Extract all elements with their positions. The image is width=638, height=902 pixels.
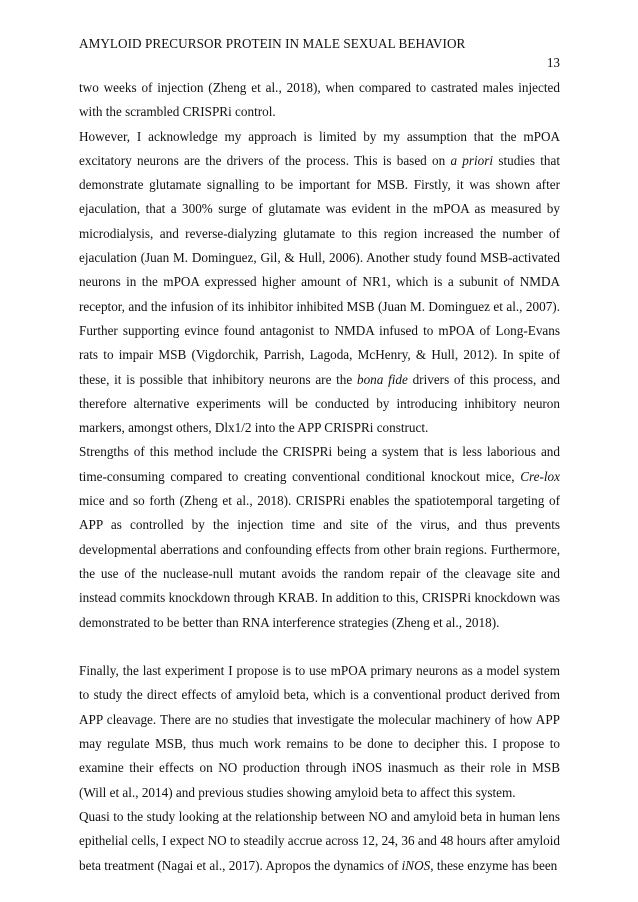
paragraph-3-italic-a: Cre-lox xyxy=(520,468,560,484)
paragraph-5-text-a: Quasi to the study looking at the relationship between NO and amyloid beta in human lens epithelial cells, I expect NO to steadily accrue across 12, 24, 36 and 48 hours after amyloid beta treatment (Nagai et al., 2017). Apropos the dynamics of xyxy=(79,808,560,873)
paragraph-1: two weeks of injection (Zheng et al., 2018), when compared to castrated males injected with the scrambled CRISPRi control. xyxy=(79,80,560,120)
paragraph-5-italic-a: iNOS xyxy=(401,857,431,873)
paragraph-5 xyxy=(79,805,560,878)
paragraph-2-italic-b: bona fide xyxy=(356,371,408,387)
paragraph-5-text-b: , these enzyme has been xyxy=(430,857,558,873)
paragraph-3 xyxy=(79,440,560,634)
paragraph-3-text-a: Strengths of this method include the CRISPRi being a system that is less laborious and time-consuming compared to creating conventional conditional knockout mice, xyxy=(79,444,560,484)
body-text xyxy=(79,76,560,878)
paragraph-4: Finally, the last experiment I propose is to use mPOA primary neurons as a model system to study the direct effects of amyloid beta, which is a conventional product derived from APP cleavage. There are no studies that investigate the molecular machinery of how APP may regulate MSB, thus much work remains to be done to decipher this. I propose to examine their effects on NO production through iNOS inasmuch as their role in MSB (Will et al., 2014) and previous studies showing amyloid beta to affect this system. xyxy=(79,663,560,800)
paragraph-2-text-b: studies that demonstrate glutamate signalling to be important for MSB. Firstly, it was shown after ejaculation, that a 300% surge of glutamate was evident in the mPOA as measured by microdialysis, and reverse-dialyzing glutamate to this region increased the number of ejaculation (Juan M. Dominguez, Gil, & Hull, 2006). Another study found MSB-activated neurons in the mPOA expressed higher amount of NR1, which is a subunit of NMDA receptor, and the infusion of its inhibitor inhibited MSB (Juan M. Dominguez et al., 2007). Further supporting evince found antagonist to NMDA infused to mPOA of Long-Evans rats to impair MSB (Vigdorchik, Parrish, Lagoda, McHenry, & Hull, 2012). In spite of these, it is possible that inhibitory neurons are the xyxy=(79,152,560,387)
paragraph-2-text-a: However, I acknowledge my approach is limited by my assumption that the mPOA excitatory neurons are the drivers of the process. This is based on xyxy=(79,128,560,168)
paragraph-2-text-c: drivers of this process, and therefore alternative experiments will be conducted by introducing inhibitory neuron markers, amongst others, Dlx1/2 into the APP CRISPRi construct. xyxy=(79,371,561,436)
page-number: 13 xyxy=(546,55,560,70)
running-head: AMYLOID PRECURSOR PROTEIN IN MALE SEXUAL BEHAVIOR xyxy=(79,36,466,51)
paragraph-2-italic-a: a priori xyxy=(450,152,494,168)
paragraph-2 xyxy=(79,125,560,441)
paragraph-3-text-b: mice and so forth (Zheng et al., 2018). CRISPRi enables the spatiotemporal targeting of APP as controlled by the injection time and site of the virus, and thus prevents developmental aberrations and confounding effects from other brain regions. Furthermore, the use of the nuclease-null mutant avoids the random repair of the cleavage site and instead commits knockdown through KRAB. In addition to this, CRISPRi knockdown was demonstrated to be better than RNA interference strategies (Zheng et al., 2018). xyxy=(79,493,560,630)
